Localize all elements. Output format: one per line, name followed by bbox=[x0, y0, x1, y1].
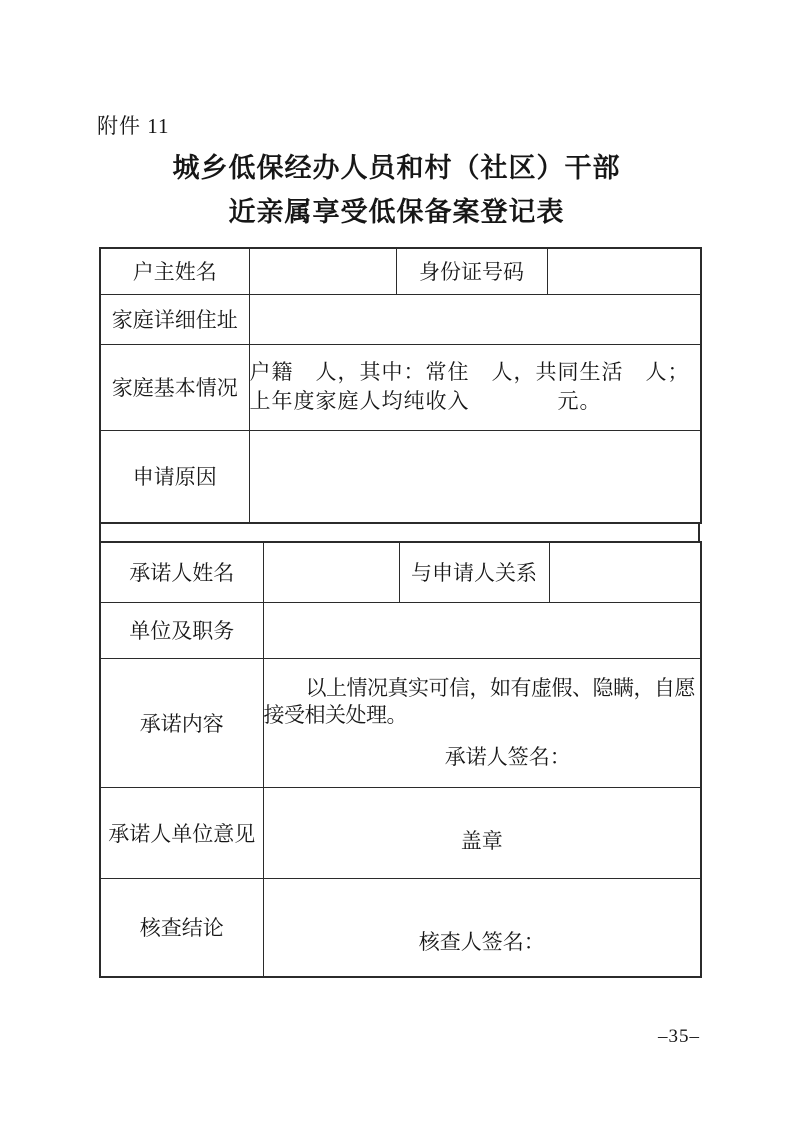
table-row bbox=[100, 294, 701, 344]
table-row bbox=[100, 430, 701, 523]
unit-position-label: 单位及职务 bbox=[100, 602, 263, 658]
family-basic-info-label: 家庭基本情况 bbox=[100, 344, 249, 430]
id-number-value-cell bbox=[547, 248, 701, 294]
seal-label: 盖章 bbox=[460, 828, 503, 853]
table-row bbox=[100, 658, 701, 787]
table-row bbox=[100, 602, 701, 658]
commitment-content-cell bbox=[263, 658, 701, 787]
household-head-name-value-cell bbox=[249, 248, 396, 294]
table-row bbox=[100, 878, 701, 977]
apply-reason-value-cell bbox=[249, 430, 701, 523]
page-number: –35– bbox=[658, 1026, 700, 1047]
household-head-name-label: 户主姓名 bbox=[100, 248, 249, 294]
family-address-value-cell bbox=[249, 294, 701, 344]
document-title bbox=[0, 146, 793, 234]
form-table-promiser bbox=[99, 541, 702, 978]
family-basic-info-line-2: 上年度家庭人均纯收入 元。 bbox=[249, 389, 602, 413]
family-address-label: 家庭详细住址 bbox=[100, 294, 249, 344]
verify-conclusion-cell bbox=[263, 878, 701, 977]
verify-conclusion-label: 核查结论 bbox=[100, 878, 263, 977]
promiser-name-label: 承诺人姓名 bbox=[100, 542, 263, 602]
applicant-relationship-value-cell bbox=[549, 542, 701, 602]
commitment-statement: 以上情况真实可信，如有虚假、隐瞒，自愿接受相关处理。 bbox=[263, 675, 695, 727]
table-row bbox=[100, 248, 701, 294]
commitment-content-label: 承诺内容 bbox=[100, 658, 263, 787]
table-row bbox=[100, 787, 701, 878]
apply-reason-label: 申请原因 bbox=[100, 430, 249, 523]
promiser-name-value-cell bbox=[263, 542, 399, 602]
id-number-label: 身份证号码 bbox=[396, 248, 547, 294]
section-separator bbox=[99, 524, 700, 541]
promiser-unit-opinion-cell bbox=[263, 787, 701, 878]
family-basic-info-line-1: 户籍 人，其中：常住 人，共同生活 人； bbox=[249, 360, 690, 384]
registration-form bbox=[99, 247, 700, 978]
applicant-relationship-label: 与申请人关系 bbox=[399, 542, 549, 602]
family-basic-info-value-cell bbox=[249, 344, 701, 430]
promiser-unit-opinion-label: 承诺人单位意见 bbox=[100, 787, 263, 878]
verifier-signature-label: 核查人签名： bbox=[418, 930, 545, 955]
unit-position-value-cell bbox=[263, 602, 701, 658]
title-line-2: 近亲属享受低保备案登记表 bbox=[228, 197, 565, 227]
attachment-label: 附件 11 bbox=[97, 114, 170, 138]
table-row bbox=[100, 542, 701, 602]
promiser-signature-label: 承诺人签名： bbox=[444, 744, 571, 769]
form-table-household bbox=[99, 247, 702, 524]
title-line-1: 城乡低保经办人员和村（社区）干部 bbox=[172, 153, 621, 183]
table-row bbox=[100, 344, 701, 430]
